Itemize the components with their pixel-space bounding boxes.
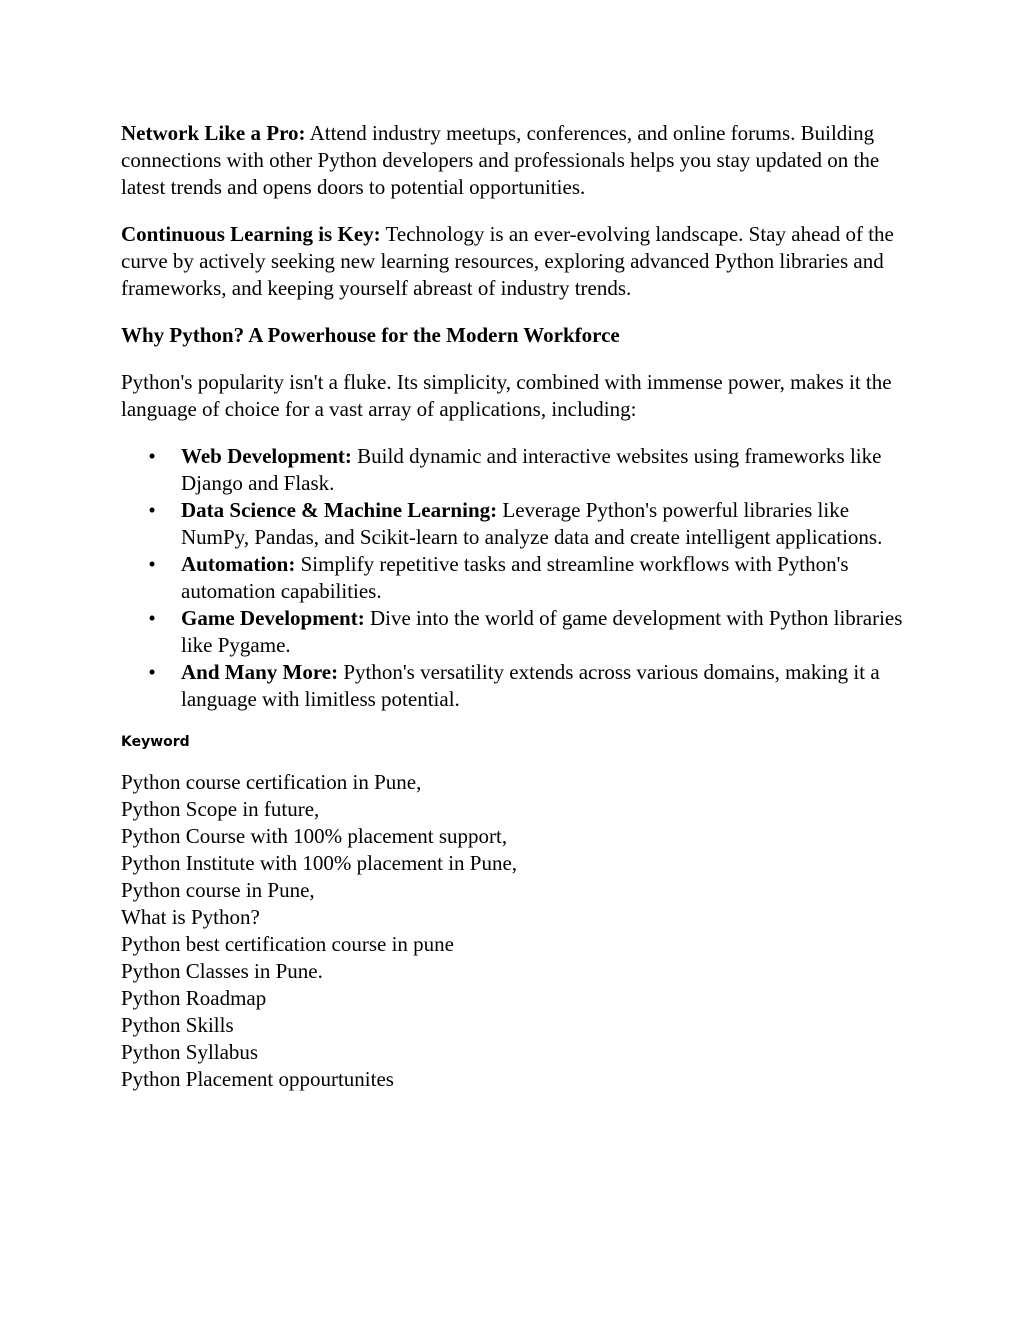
paragraph-learning bbox=[121, 221, 911, 302]
keyword-line: Python Skills bbox=[121, 1013, 234, 1037]
paragraph-network bbox=[121, 120, 911, 201]
keyword-line: Python course in Pune, bbox=[121, 878, 315, 902]
bullet-icon: • bbox=[148, 552, 156, 576]
list-item bbox=[121, 659, 911, 713]
list-item bbox=[121, 443, 911, 497]
list-item bbox=[121, 497, 911, 551]
keyword-line: Python Syllabus bbox=[121, 1040, 259, 1064]
keyword-line: Python best certification course in pune bbox=[121, 932, 454, 956]
keyword-line: Python course certification in Pune, bbox=[121, 770, 422, 794]
bullet-icon: • bbox=[148, 660, 156, 684]
paragraph-lead: Continuous Learning is Key: bbox=[121, 222, 381, 246]
list-item bbox=[121, 605, 911, 659]
list-item-lead: Game Development: bbox=[181, 606, 365, 630]
keyword-line: Python Course with 100% placement support, bbox=[121, 824, 508, 848]
list-item-text: Dive into the world of game development with Python libraries like Pygame. bbox=[181, 606, 903, 657]
list-item bbox=[121, 551, 911, 605]
list-item-lead: Web Development: bbox=[181, 444, 352, 468]
list-item-lead: And Many More: bbox=[181, 660, 339, 684]
bullet-list bbox=[121, 443, 911, 713]
paragraph-text: Technology is an ever-evolving landscape. Stay ahead of the curve by actively seeking new learning resources, exploring advanced Python libraries and frameworks, and keeping yourself abreast of industry trends. bbox=[121, 222, 894, 300]
bullet-icon: • bbox=[148, 444, 156, 468]
keyword-line: Python Roadmap bbox=[121, 986, 267, 1010]
section-heading: Why Python? A Powerhouse for the Modern Workforce bbox=[121, 323, 620, 347]
list-item-text: Python's versatility extends across various domains, making it a language with limitless potential. bbox=[181, 660, 880, 711]
list-item-text: Leverage Python's powerful libraries like NumPy, Pandas, and Scikit-learn to analyze data and create intelligent applications. bbox=[181, 498, 883, 549]
keyword-line: What is Python? bbox=[121, 905, 260, 929]
list-item-text: Simplify repetitive tasks and streamline workflows with Python's automation capabilities. bbox=[181, 552, 849, 603]
bullet-icon: • bbox=[148, 606, 156, 630]
intro-paragraph: Python's popularity isn't a fluke. Its simplicity, combined with immense power, makes it the language of choice for a vast array of applications, including: bbox=[121, 370, 892, 421]
keyword-line: Python Placement oppourtunites bbox=[121, 1067, 394, 1091]
list-item-text: Build dynamic and interactive websites using frameworks like Django and Flask. bbox=[181, 444, 882, 495]
paragraph-text: Attend industry meetups, conferences, and online forums. Building connections with other Python developers and professionals helps you stay updated on the latest trends and opens doors to potential opportunities. bbox=[121, 121, 880, 199]
paragraph-lead: Network Like a Pro: bbox=[121, 121, 306, 145]
keyword-line: Python Scope in future, bbox=[121, 797, 320, 821]
keyword-line: Python Classes in Pune. bbox=[121, 959, 323, 983]
document-body bbox=[121, 120, 911, 1093]
keyword-label: Keyword bbox=[121, 734, 190, 750]
list-item-lead: Automation: bbox=[181, 552, 296, 576]
keyword-list bbox=[121, 769, 911, 1093]
bullet-icon: • bbox=[148, 498, 156, 522]
keyword-line: Python Institute with 100% placement in Pune, bbox=[121, 851, 518, 875]
list-item-lead: Data Science & Machine Learning: bbox=[181, 498, 498, 522]
